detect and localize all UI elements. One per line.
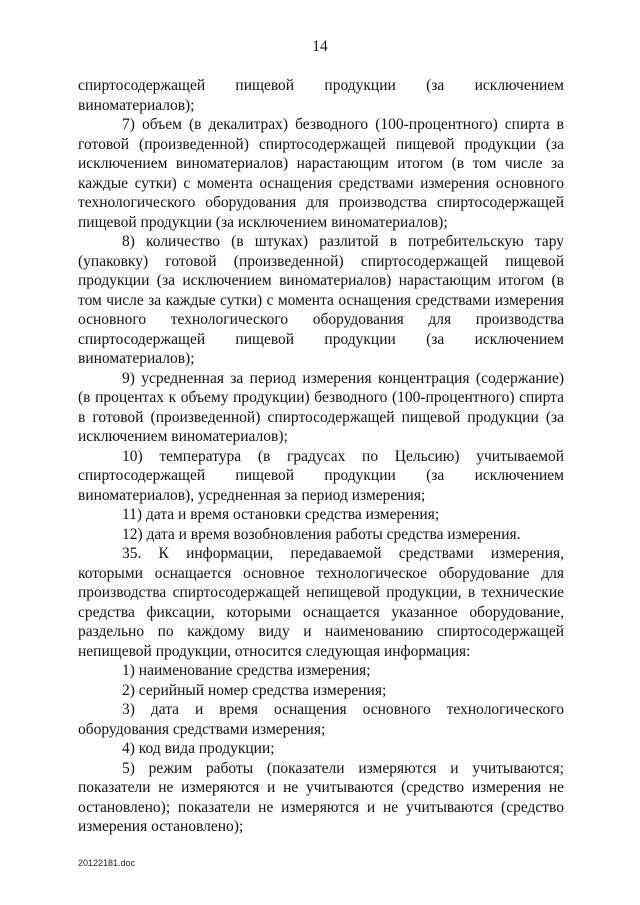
paragraph-section-35: 35. К информации, передаваемой средствами измерения, которыми оснащается основное технологическое оборудование для производства спиртосодержащей непищевой продукции, в технические средства фиксации, которыми оснащается указанное оборудование, раздельно по каждому виду и наименованию спиртосодержащей непищевой продукции, относится следующая информация: bbox=[78, 545, 564, 660]
paragraph-35-item-4: 4) код вида продукции; bbox=[122, 740, 275, 757]
paragraph-35-item-5: 5) режим работы (показатели измеряются и учитываются; показатели не измеряются и не учитываются (средство измерения не остановлено); показатели не измеряются и не учитываются (средство измерения остановлено); bbox=[78, 759, 564, 835]
paragraph-item-8: 8) количество (в штуках) разлитой в потребительскую тару (упаковку) готовой (произведенной) спиртосодержащей пищевой продукции (за исключением виноматериалов) нарастающим итогом (в том числе за каждые сутки) с момента оснащения средствами измерения основного технологического оборудования для производства спиртосодержащей пищевой продукции (за исключением виноматериалов); bbox=[78, 233, 564, 367]
paragraph-item-7: 7) объем (в декалитрах) безводного (100-процентного) спирта в готовой (произведенной) спиртосодержащей пищевой продукции (за исключением виноматериалов) нарастающим итогом (в том числе за каждые сутки) с момента оснащения средствами измерения основного технологического оборудования для производства спиртосодержащей пищевой продукции (за исключением виноматериалов); bbox=[78, 116, 564, 231]
paragraph-item-9: 9) усредненная за период измерения концентрация (содержание) (в процентах к объему продукции) безводного (100-процентного) спирта в готовой (произведенной) спиртосодержащей пищевой продукции (за исключением виноматериалов); bbox=[78, 369, 564, 445]
paragraph-item-10: 10) температура (в градусах по Цельсию) учитываемой спиртосодержащей пищевой продукции (за исключением виноматериалов), усредненная за период измерения; bbox=[78, 447, 564, 504]
page-number: 14 bbox=[312, 38, 328, 55]
paragraph-item-12: 12) дата и время возобновления работы средства измерения. bbox=[122, 525, 521, 543]
paragraph-35-item-3: 3) дата и время оснащения основного технологического оборудования средствами измерения; bbox=[78, 701, 564, 738]
paragraph-continuation: спиртосодержащей пищевой продукции (за исключением виноматериалов); bbox=[78, 77, 564, 114]
paragraph-35-item-1: 1) наименование средства измерения; bbox=[122, 662, 371, 679]
paragraph-item-11: 11) дата и время остановки средства измерения; bbox=[122, 506, 440, 523]
footer-filename: 20122181.doc bbox=[78, 858, 136, 868]
document-body bbox=[78, 76, 564, 837]
paragraph-35-item-2: 2) серийный номер средства измерения; bbox=[122, 681, 387, 699]
